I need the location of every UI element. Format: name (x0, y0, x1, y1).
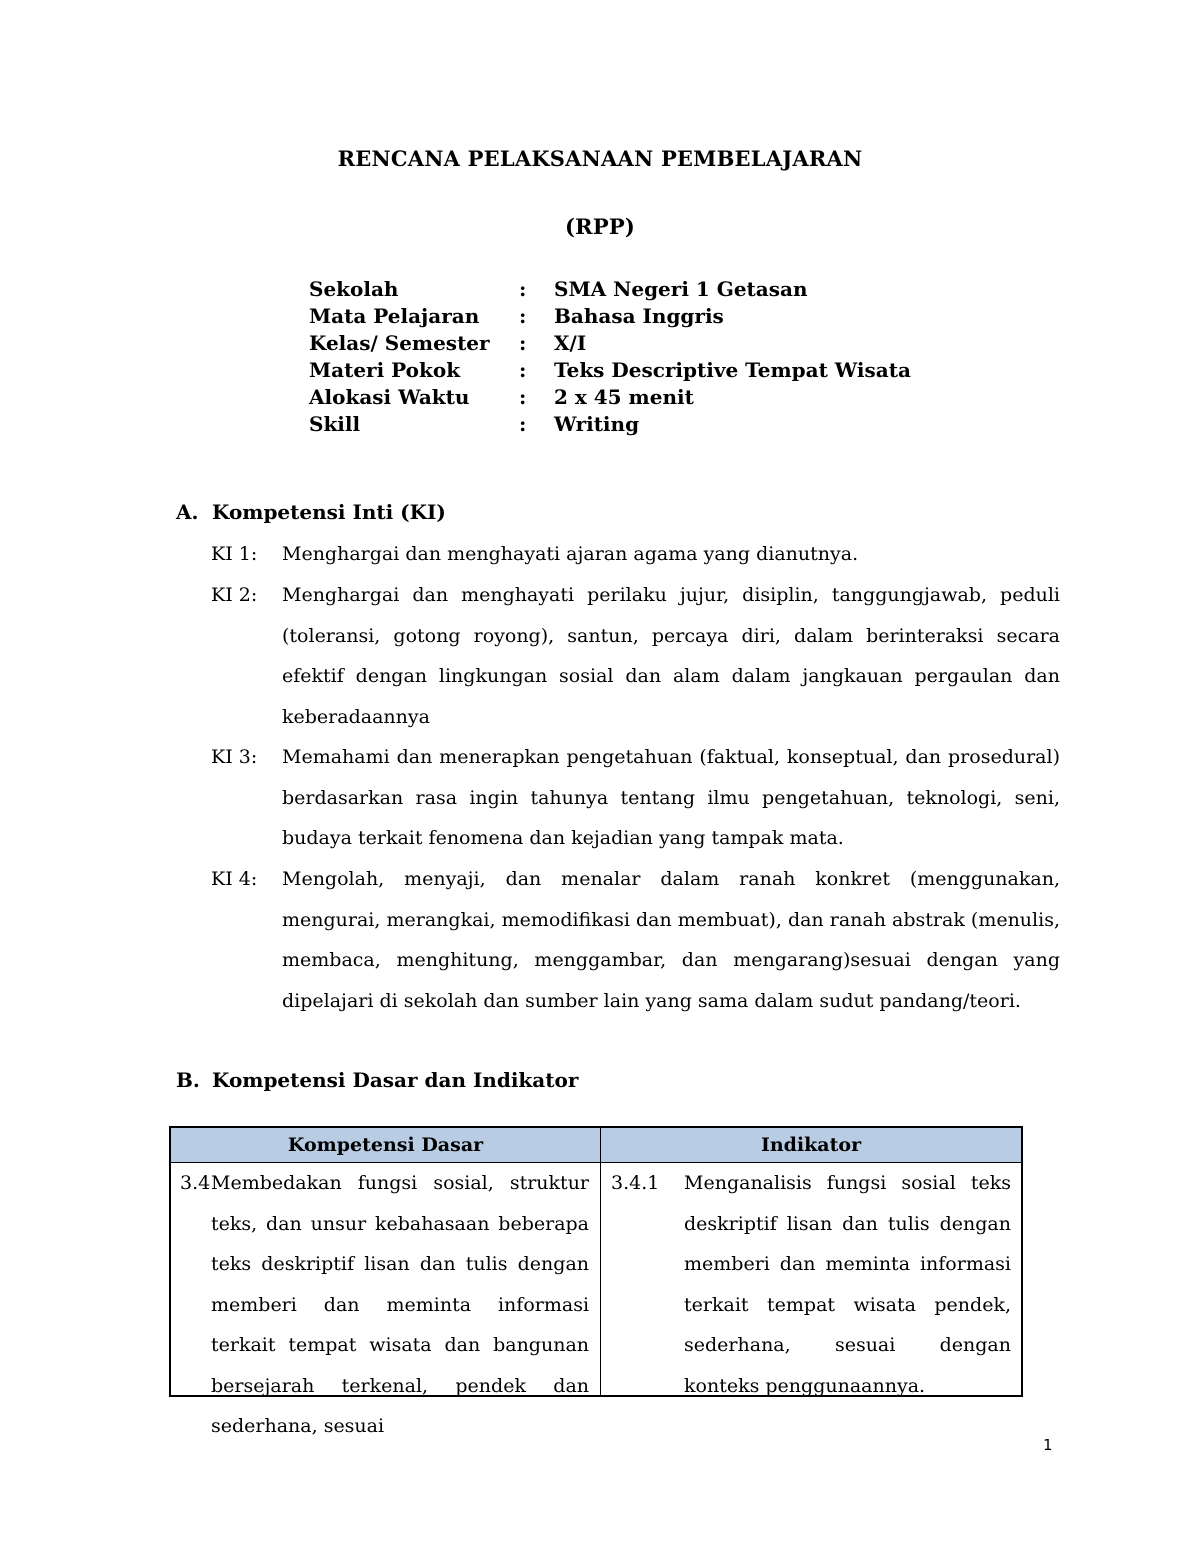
table-header-cell: Kompetensi Dasar (170, 1127, 601, 1163)
section-a-heading (176, 500, 446, 524)
ki-text: Menghargai dan menghayati perilaku jujur, disiplin, tanggungjawab, peduli (toleransi, gotong royong), santun, percaya diri, dalam berinteraksi secara efektif dengan lingkungan sosial dan alam dalam jangkauan pergaulan dan keberadaannya (282, 584, 1060, 728)
ki-item (211, 859, 1060, 1021)
ki-text: Menghargai dan menghayati ajaran agama yang dianutnya. (282, 543, 859, 565)
ki-label: KI 1: (211, 543, 258, 565)
table-header-cell: Indikator (601, 1127, 1022, 1163)
ki-label: KI 2: (211, 584, 258, 606)
indicator-cell (601, 1163, 1022, 1397)
section-b-heading (176, 1068, 578, 1092)
identity-label: Kelas/ Semester (309, 331, 490, 355)
identity-row (309, 330, 911, 357)
indicator-number: 3.4.1 (611, 1172, 660, 1194)
page-number: 1 (1043, 1436, 1053, 1454)
identity-separator: : (519, 277, 527, 301)
identity-separator: : (519, 331, 527, 355)
identity-value: X/I (554, 331, 587, 355)
kd-cell (170, 1163, 601, 1437)
identity-row (309, 384, 911, 411)
identity-label: Sekolah (309, 277, 399, 301)
identity-value: Writing (554, 412, 640, 436)
identity-value: Bahasa Inggris (554, 304, 724, 328)
ki-item (211, 737, 1060, 859)
section-letter: A. (176, 500, 199, 524)
identity-value: Teks Descriptive Tempat Wisata (554, 358, 911, 382)
indicator-text: Menganalisis fungsi sosial teks deskriptif lisan dan tulis dengan memberi dan meminta informasi terkait tempat wisata pendek, sederhana, sesuai dengan konteks penggunaannya. (684, 1172, 1011, 1397)
ki-label: KI 4: (211, 868, 258, 890)
table-header-row (170, 1127, 1022, 1163)
identity-separator: : (519, 358, 527, 382)
identity-separator: : (519, 385, 527, 409)
identity-label: Skill (309, 412, 361, 436)
ki-item (211, 575, 1060, 737)
section-title: Kompetensi Dasar dan Indikator (212, 1068, 579, 1092)
ki-text: Memahami dan menerapkan pengetahuan (faktual, konseptual, dan prosedural) berdasarkan rasa ingin tahunya tentang ilmu pengetahuan, teknologi, seni, budaya terkait fenomena dan kejadian yang tampak mata. (282, 746, 1060, 849)
identity-separator: : (519, 304, 527, 328)
identity-separator: : (519, 412, 527, 436)
identity-block (309, 276, 911, 438)
kd-indicator-table (169, 1126, 1023, 1437)
table-row (170, 1163, 1022, 1397)
section-title: Kompetensi Inti (KI) (212, 500, 446, 524)
identity-label: Materi Pokok (309, 358, 461, 382)
identity-value: 2 x 45 menit (554, 385, 694, 409)
identity-row (309, 276, 911, 303)
kd-number: 3.4 (180, 1172, 211, 1194)
identity-row (309, 303, 911, 330)
identity-row (309, 357, 911, 384)
kd-text: Membedakan fungsi sosial, struktur teks, dan unsur kebahasaan beberapa teks deskriptif lisan dan tulis dengan memberi dan meminta informasi terkait tempat wisata dan bangunan bersejarah terkenal, pendek dan sederhana, sesuai (211, 1172, 590, 1437)
identity-row (309, 411, 911, 438)
ki-text: Mengolah, menyaji, dan menalar dalam ranah konkret (menggunakan, mengurai, merangkai, memodifikasi dan membuat), dan ranah abstrak (menulis, membaca, menghitung, menggambar, dan mengarang)sesuai dengan yang dipelajari di sekolah dan sumber lain yang sama dalam sudut pandang/teori. (282, 868, 1060, 1012)
ki-item (211, 534, 1060, 575)
section-letter: B. (176, 1068, 200, 1092)
identity-label: Mata Pelajaran (309, 304, 480, 328)
ki-label: KI 3: (211, 746, 258, 768)
document-subtitle: (RPP) (565, 214, 635, 239)
identity-value: SMA Negeri 1 Getasan (554, 277, 808, 301)
identity-label: Alokasi Waktu (309, 385, 470, 409)
document-title: RENCANA PELAKSANAAN PEMBELAJARAN (337, 146, 863, 171)
